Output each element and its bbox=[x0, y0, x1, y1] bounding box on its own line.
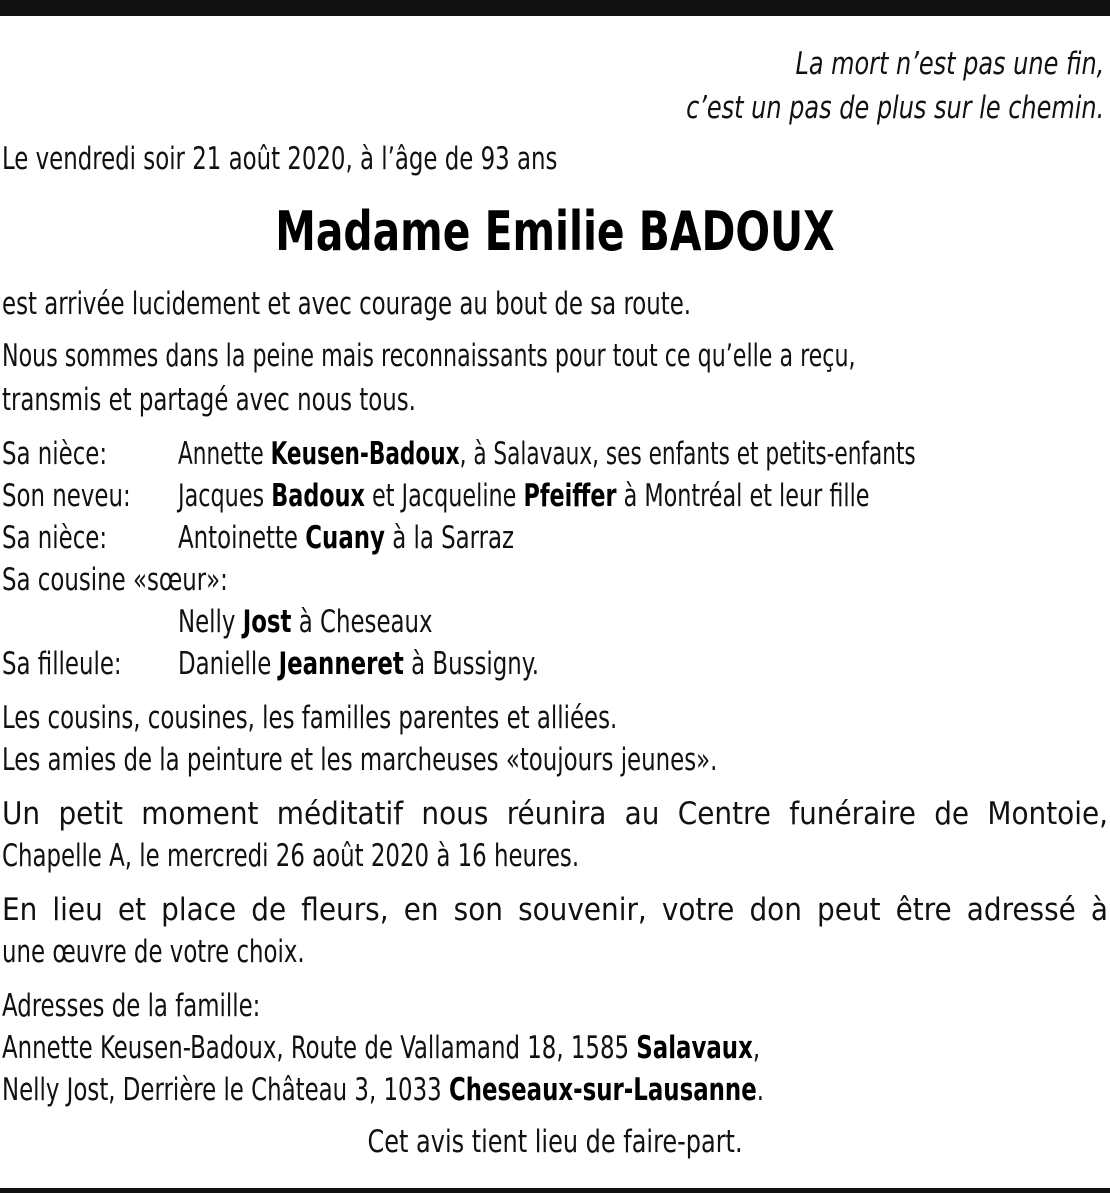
ceremony-line-1: Un petit moment méditatif nous réunira au Centre funéraire de Montoie, bbox=[2, 796, 1108, 832]
family-relation-label: Son neveu: bbox=[2, 478, 131, 514]
family-relation-label: Sa filleule: bbox=[2, 646, 122, 682]
intro-line: Le vendredi soir 21 août 2020, à l’âge de 93 ans bbox=[2, 141, 558, 177]
family-surname: Badoux bbox=[271, 478, 365, 514]
paragraph-gratitude-line-2: transmis et partagé avec nous tous. bbox=[2, 382, 416, 418]
address-line-1: Annette Keusen-Badoux, Route de Vallamand 18, 1585 Salavaux, bbox=[2, 1030, 761, 1066]
ceremony-line-2: Chapelle A, le mercredi 26 août 2020 à 16 heures. bbox=[2, 838, 580, 874]
epigraph-line-2: c’est un pas de plus sur le chemin. bbox=[685, 90, 1104, 126]
address-city: Salavaux bbox=[636, 1030, 753, 1066]
closing-line bbox=[0, 1120, 1110, 1164]
family-member: Annette Keusen-Badoux, à Salavaux, ses enfants et petits-enfants bbox=[178, 436, 916, 472]
address-city: Cheseaux-sur-Lausanne bbox=[448, 1072, 757, 1108]
addresses-heading: Adresses de la famille: bbox=[2, 988, 261, 1024]
bottom-border-rule bbox=[0, 1188, 1110, 1193]
family-surname: Cuany bbox=[305, 520, 385, 556]
family-member: Antoinette Cuany à la Sarraz bbox=[178, 520, 515, 556]
family-surname: Jost bbox=[242, 604, 292, 640]
address-line-2: Nelly Jost, Derrière le Château 3, 1033 Cheseaux-sur-Lausanne. bbox=[2, 1072, 764, 1108]
deceased-name-text: Madame Emilie BADOUX bbox=[275, 200, 835, 263]
family-member: Danielle Jeanneret à Bussigny. bbox=[178, 646, 539, 682]
epigraph-line-1: La mort n’est pas une fin, bbox=[795, 46, 1104, 82]
family-relation-label: Sa nièce: bbox=[2, 520, 108, 556]
donation-line-2: une œuvre de votre choix. bbox=[2, 934, 305, 970]
closing-text: Cet avis tient lieu de faire-part. bbox=[367, 1124, 743, 1160]
family-relation-label: Sa nièce: bbox=[2, 436, 108, 472]
deceased-name bbox=[0, 197, 1110, 267]
paragraph-relatives-line-1: Les cousins, cousines, les familles parentes et alliées. bbox=[2, 700, 618, 736]
family-surname: Jeanneret bbox=[278, 646, 404, 682]
paragraph-route: est arrivée lucidement et avec courage au bout de sa route. bbox=[2, 286, 692, 322]
family-surname: Keusen-Badoux bbox=[270, 436, 460, 472]
family-member: Jacques Badoux et Jacqueline Pfeiffer à Montréal et leur fille bbox=[178, 478, 870, 514]
family-member: Nelly Jost à Cheseaux bbox=[178, 604, 433, 640]
donation-line-1: En lieu et place de fleurs, en son souvenir, votre don peut être adressé à bbox=[2, 892, 1108, 928]
family-relation-label: Sa cousine «sœur»: bbox=[2, 562, 228, 598]
paragraph-relatives-line-2: Les amies de la peinture et les marcheuses «toujours jeunes». bbox=[2, 742, 718, 778]
epigraph bbox=[618, 42, 1104, 130]
family-surname-2: Pfeiffer bbox=[523, 478, 617, 514]
paragraph-gratitude-line-1: Nous sommes dans la peine mais reconnaissants pour tout ce qu’elle a reçu, bbox=[2, 338, 856, 374]
